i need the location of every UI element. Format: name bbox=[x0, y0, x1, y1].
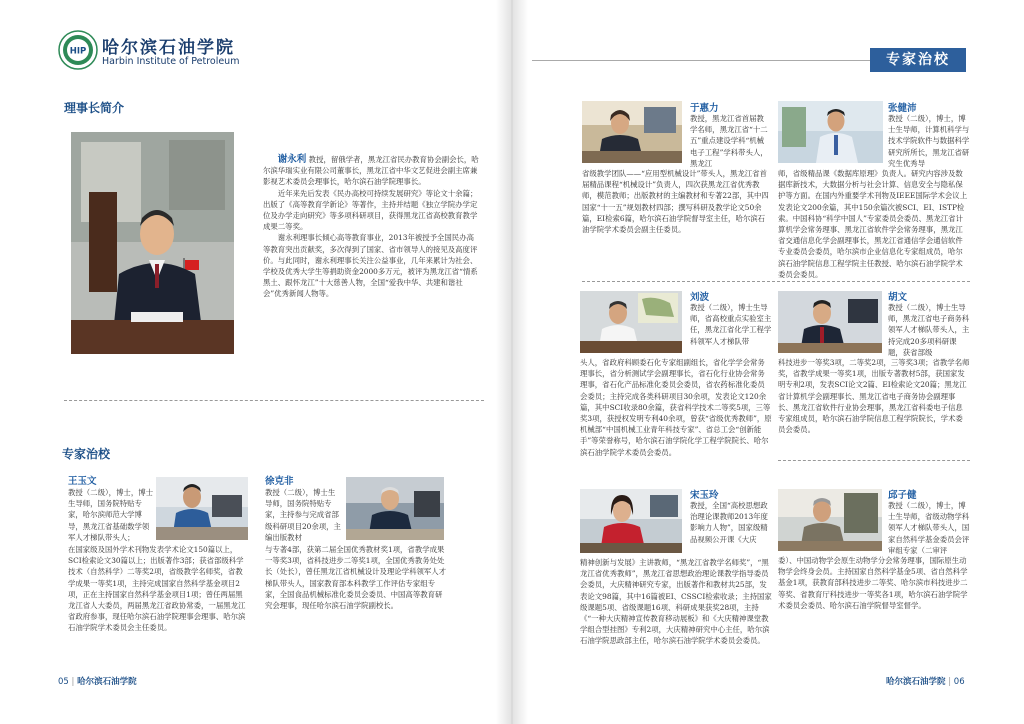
expert-bio-yu-top: 教授，黑龙江省首届教学名师，黑龙江省“十二五”重点建设学科“机械电子工程”学科带头人，黑龙江 bbox=[690, 114, 768, 168]
expert-bio-xu-bottom: 与专著4部，获第二届全国优秀教材奖1项，省教学成果一等奖3项，省科技进步二等奖1项，全国优秀教务处处长（处长），曾任黑龙江省机械设计及理论学科领军人才梯队带头人，国家教育部本科教学工作评估专家组专家，全国食品机械标准化委员会委员、中国高等教育研究会理事，现任哈尔滨石油学院副校长。 bbox=[265, 545, 447, 611]
expert-photo-liu bbox=[580, 291, 682, 353]
footer-right: 哈尔滨石油学院 | 06 bbox=[886, 677, 965, 687]
school-logo bbox=[58, 30, 98, 70]
section-banner-title: 专家治校 bbox=[886, 52, 950, 68]
page-spine bbox=[496, 0, 528, 724]
chair-heading: 理事长简介 bbox=[64, 101, 125, 115]
expert-name-hu: 胡文 bbox=[888, 292, 908, 303]
chair-bio-p1: 谢永利 教授，留俄学者，黑龙江省民办教育协会副会长，哈尔滨华瑞实业有限公司董事长，黑龙江省中华文艺促进会副主席兼影视艺术委员会理事长，哈尔滨石油学院理事长。 bbox=[263, 154, 479, 187]
expert-photo-zhang bbox=[778, 101, 883, 163]
page-number-right: 06 bbox=[953, 677, 965, 687]
expert-name-xu: 徐克非 bbox=[265, 476, 294, 487]
expert-photo-xu bbox=[346, 477, 444, 540]
expert-name-yu: 于惠力 bbox=[690, 103, 719, 114]
expert-bio-qiu-top: 教授（二级），博士，博士生导师，省级动物学科领军人才梯队带头人，国家自然科学基金委员会评审组专家（二审评 bbox=[888, 501, 970, 555]
expert-photo-song bbox=[580, 489, 682, 553]
expert-bio-zhang-top: 教授（二级），博士，博士生导师，计算机科学与技术学院软件与数据科学研究所所长，黑龙江省研究生优秀导 bbox=[888, 114, 970, 168]
expert-name-song: 宋玉玲 bbox=[690, 490, 719, 501]
expert-bio-wang-top: 教授（二级），博士，博士生导师，国务院特贴专家，哈尔滨师范大学博导，黑龙江省基础数学领军人才梯队带头人； bbox=[68, 488, 153, 542]
footer-school-right: 哈尔滨石油学院 bbox=[886, 677, 946, 687]
expert-bio-liu-bottom: 头人，省政府科顾委石化专家组副组长，省化学学会常务理事长，省分析测试学会副理事长，省石化行业协会常务理事，省石化产品标准化委员会委员，省农药标准化委员会委员；主持完成各类科研项目30余项，发表论文120余篇，其中SCI收录80余篇，获省科学技术二等奖5项，三等奖3项，获授权发明专利40余项，曾获“省级优秀教师”，原机械部“中国机械工业青年科技专家”、省总工会“创新能手”等荣誉称号，哈尔滨石油学院化学工程学院院长、哈尔滨石油学院学术委员会委员。 bbox=[580, 358, 772, 457]
page-number-left: 05 bbox=[58, 677, 69, 687]
school-name-en: Harbin Institute of Petroleum bbox=[102, 56, 240, 67]
expert-bio-hu-top: 教授（二级），博士生导师，黑龙江省电子商务科领军人才梯队带头人，主持完成20多项科研课题，获省部级 bbox=[888, 303, 970, 357]
school-name-cn: 哈尔滨石油学院 bbox=[102, 38, 235, 58]
expert-photo-wang bbox=[156, 477, 248, 540]
expert-photo-qiu bbox=[778, 489, 882, 551]
svg-text:HIP: HIP bbox=[69, 46, 87, 57]
expert-bio-hu-bottom: 科技进步一等奖3项，二等奖2项，三等奖3项；省教学名师奖，省教学成果一等奖1项，出版专著教材5部，获国家发明专利2项，发表SCI论文2篇、EI检索论文20篇；黑龙江省计算机学会副理事长、黑龙江省电子商务协会副理事长、黑龙江省软件行业协会理事，黑龙江省科委电子信息专家组成员，哈尔滨石油学院信息工程学院院长，学术委员会委员。 bbox=[778, 358, 970, 435]
footer-left: 05 | 哈尔滨石油学院 bbox=[58, 677, 137, 687]
expert-bio-yu-bottom: 省级教学团队——“应用型机械设计”带头人，黑龙江省首届精品课程“机械设计”负责人，四次获黑龙江省优秀教师，模范教师；出版教材的主编教材和专著22部，其中四国家“十一五”规划教材四部；撰写科研及教学论文50余篇，EI检索6篇，哈尔滨石油学院督导室主任，哈尔滨石油学院学术委员会副主任委员。 bbox=[582, 169, 769, 235]
chair-bio-p3: 谢永利理事长倾心高等教育事业，2013年被授予全国民办高等教育突出贡献奖，多次得到了国家、省市领导人的接见及高度评价。与此同时，谢永利理事长关注公益事业，几年来累计为社会、学校及优秀大学生等捐助资金2000多万元，被评为黑龙江省“情系黑土、跟怀龙江”十大慈善人物，全国“爱我中华、共建和谐社会”优秀新闻人物等。 bbox=[263, 233, 478, 299]
chair-bio-p2: 近年来先后发表《民办高校可持续发展研究》等论文十余篇；出版了《高等教育学新论》等著作，主持并结题《独立学院办学定位及办学走向研究》等多项科研项目，获得黑龙江省高校教育教学成果二等奖。 bbox=[263, 188, 478, 232]
footer-school-left: 哈尔滨石油学院 bbox=[77, 677, 137, 687]
expert-bio-xu-top: 教授（二级），博士生导师，国务院特贴专家，主持参与完成省部级科研项目20余项，主编出版教材 bbox=[265, 488, 341, 542]
expert-bio-liu-top: 教授（二级），博士生导师，省高校重点实验室主任，黑龙江省化学工程学科领军人才梯队带 bbox=[690, 303, 772, 346]
chair-bio bbox=[263, 154, 479, 300]
divider-right-2 bbox=[778, 460, 970, 461]
expert-name-liu: 刘波 bbox=[690, 292, 710, 303]
expert-bio-song-top: 教授，全国“高校思想政治理论课教师2013年度影响力人物”，国家级精品视频公开课《大庆 bbox=[690, 501, 768, 544]
divider-left bbox=[64, 400, 484, 401]
expert-bio-wang-bottom: 在国家级及国外学术刊物发表学术论文150篇以上，SCI检索论文30篇以上；出版著作3部；获省部级科学技术（自然科学）二等奖2项，省级教学名师奖，省教学成果一等奖1项，主持完成国家自然科学基金项目2项，正在主持国家自然科学基金项目1项；曾任两届黑龙江省人大委员，两届黑龙江省政协常委，一届黑龙江省政府参事，现任哈尔滨石油学院理事会理事、哈尔滨石油学院学术委员会主任委员。 bbox=[68, 545, 246, 633]
expert-name-wang: 王玉文 bbox=[68, 476, 97, 487]
expert-name-zhang: 张健沛 bbox=[888, 103, 917, 114]
section-banner bbox=[870, 48, 966, 72]
experts-heading: 专家治校 bbox=[62, 447, 111, 461]
chair-name: 谢永利 bbox=[277, 154, 307, 165]
expert-photo-yu bbox=[582, 101, 682, 163]
header-rule bbox=[532, 60, 870, 61]
expert-bio-zhang-bottom: 师，省级精品课《数据库原理》负责人。研究内容涉及数据库新技术，大数据分析与社会计算、信息安全与隐私保护等方面。在国内外重要学术刊物及IEEE国际学术会议上发表论文200余篇，其中150余篇次被SCI、EI、ISTP检索。中国科协“科学中国人”专家委员会委员、黑龙江省计算机学会常务理事、黑龙江省软件学会常务理事，黑龙江省交通信息化学会副理事长，黑龙江省通信学会通信软件专业委员会委员，哈尔滨市企业信息化专家组成员，哈尔滨石油学院信息工程学院主任教授、哈尔滨石油学院学术委员会委员。 bbox=[778, 169, 968, 279]
expert-name-qiu: 邱子健 bbox=[888, 490, 917, 501]
divider-right-1 bbox=[582, 281, 970, 282]
expert-bio-qiu-bottom: 委）、中国动物学会原生动物学分会常务理事，国际原生动物学会终身会员。主持国家自然科学基金5项、省自然科学基金1项，获教育部科技进步二等奖、哈尔滨市科技进步二等奖、省教育厅科技进步一等奖各1项，哈尔滨石油学院学术委员会委员、哈尔滨石油学院督导室督学。 bbox=[778, 556, 968, 610]
expert-bio-song-bottom: 精神创新与发展》主讲教师，“黑龙江省教学名师奖”，“黑龙江省优秀教师”，黑龙江省思想政治理论课教学指导委员会委员，大庆精神研究专家，出版著作和教材共25部，发表论文98篇，其中16篇被EI、CSSCI检索收录；主持国家级课题5项、省级课题16项、科研成果获奖28项，主持《“一种大庆精神宣传教育移动展板》和《大庆精神课堂教学组合型挂图》专利2项，大庆精神研究中心主任，哈尔滨石油学院思政部主任，哈尔滨石油学院学术委员会委员。 bbox=[580, 558, 772, 646]
expert-photo-hu bbox=[778, 291, 882, 353]
chair-photo bbox=[71, 132, 234, 354]
